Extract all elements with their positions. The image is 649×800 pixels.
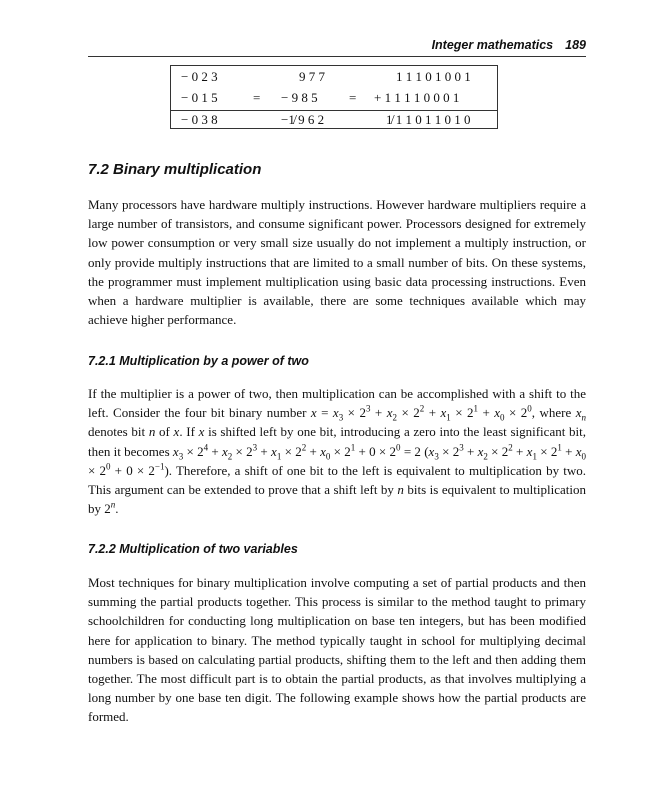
section-heading-7-2-1: 7.2.1 Multiplication by a power of two bbox=[88, 354, 309, 368]
table-r2-equals-1: = bbox=[253, 90, 261, 105]
table-sum-rule bbox=[171, 110, 497, 111]
running-header-title: Integer mathematics bbox=[431, 38, 554, 52]
table-r2-decimal-a: − 0 1 5 bbox=[181, 90, 218, 105]
section-heading-7-2: 7.2 Binary multiplication bbox=[88, 161, 262, 178]
header-rule bbox=[88, 56, 586, 57]
table-r3-decimal-a: − 0 3 8 bbox=[181, 112, 218, 127]
table-r2-equals-2: = bbox=[349, 90, 357, 105]
paragraph-binary-multiplication: Many processors have hardware multiply instructions. However hardware multipliers require a large number of transistors, and consume significant power. Processors designed for extremely low power consumption or very small size usually do not implement a multiply instruction, or only provide multiply instructions that are limited to a small number of bits. On these systems, the programmer must implement multiplication using basic data processing instructions. Even when a hardware multiplier is available, there are some techniques available which may achieve higher performance. bbox=[88, 197, 586, 328]
table-r3-binary: 1̸ 1 1 0 1 1 0 1 0 bbox=[386, 112, 471, 127]
subtraction-table bbox=[170, 65, 498, 129]
paragraph-two-variables: Most techniques for binary multiplication involve computing a set of partial products and then summing the partial products together. This process is similar to the method taught to primary schoolchildren for conducting long multiplication on base ten integers, but has been modified here for application to binary. The method typically taught in school for multiplying decimal numbers is based on calculating partial products, shifting them to the left and then adding them together. The most difficult part is to obtain the partial products, as that involves multiplying a long number by one base ten digit. The following example shows how the partial products are formed. bbox=[88, 575, 586, 725]
table-r1-decimal-a: − 0 2 3 bbox=[181, 69, 218, 84]
paragraph-power-of-two: If the multiplier is a power of two, then multiplication can be accomplished with a shift to the left. Consider the four bit binary number $x = x_3 \times 2^3 + x_2 \times 2^2 + x_1 \times 2^1 + x_0 \times 2^0$, where $x_n$ denotes bit n of x. If x is shifted left by one bit, introducing a zero into the least significant bit, then it becomes $x_3 \times 2^4 + x_2 \times 2^3 + x_1 \times 2^2 + x_0 \times 2^1 + 0 \times 2^0 = 2$ $(x_3 \times 2^3 + x_2 \times 2^2 + x_1 \times 2^1 + x_0 \times 2^0 + 0 \times 2^{-1})$. Therefore, a shift of one bit to the left is equivalent to multiplication by two. This argument can be extended to prove that a shift left by n bits is equivalent to multiplication by 2$^n$. bbox=[88, 386, 587, 517]
table-r2-binary: + 1 1 1 1 0 0 0 1 bbox=[374, 90, 460, 105]
table-r3-decimal-b: −1̸ 9 6 2 bbox=[281, 112, 325, 127]
table-r2-decimal-b: − 9 8 5 bbox=[281, 90, 318, 105]
page-number: 189 bbox=[565, 38, 586, 52]
section-heading-7-2-2: 7.2.2 Multiplication of two variables bbox=[88, 542, 298, 556]
table-r1-decimal-b: 9 7 7 bbox=[299, 69, 325, 84]
running-header bbox=[88, 38, 586, 52]
table-r1-binary: 1 1 1 0 1 0 0 1 bbox=[396, 69, 471, 84]
